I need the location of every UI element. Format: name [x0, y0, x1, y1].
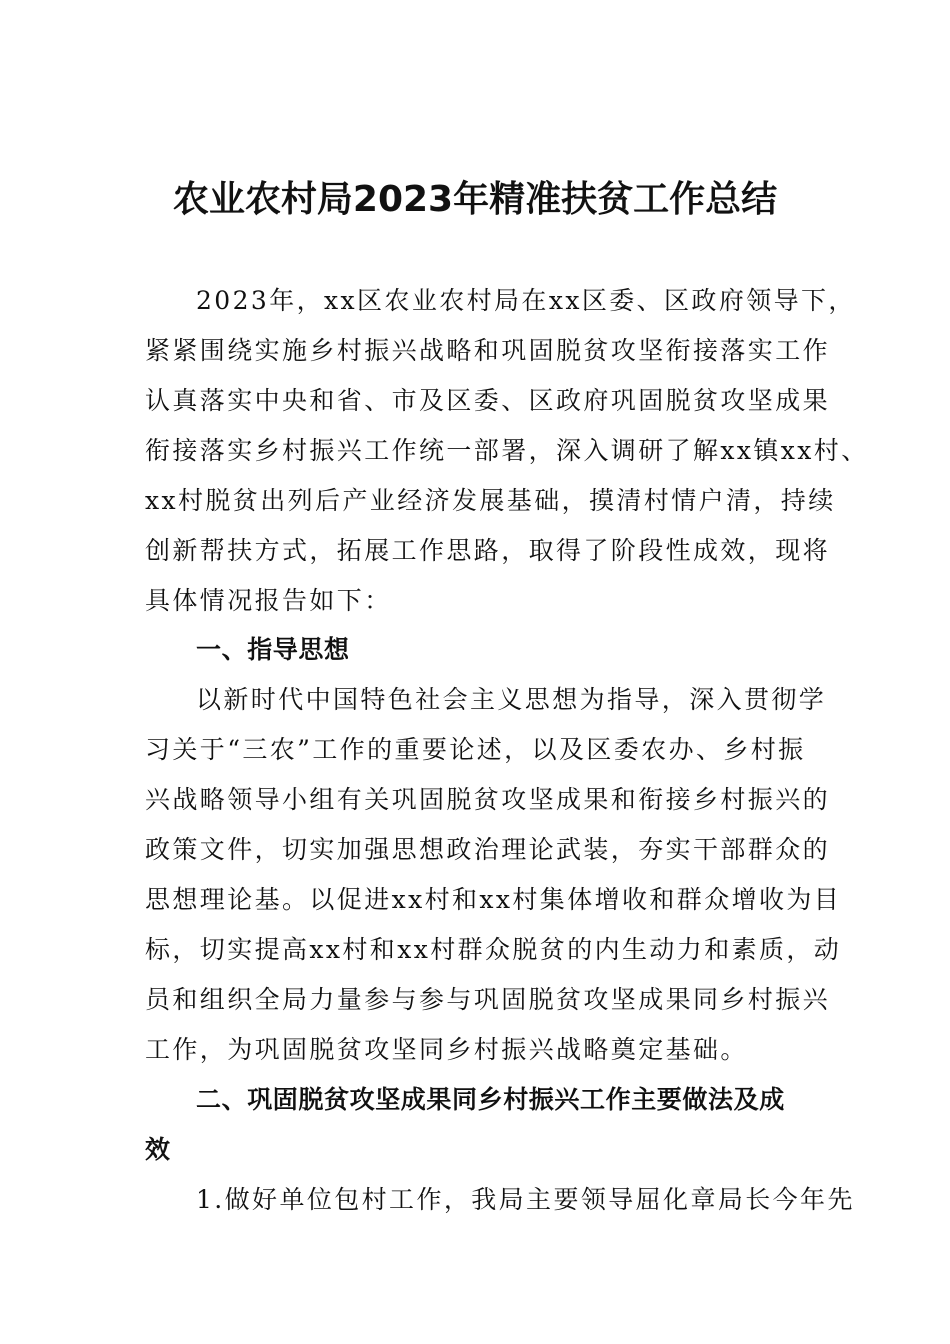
section-1-line-3: 兴战略领导小组有关巩固脱贫攻坚成果和衔接乡村振兴的	[145, 785, 831, 814]
intro-line-7: 具体情况报告如下：	[145, 586, 392, 615]
intro-line-4: 衔接落实乡村振兴工作统一部署，深入调研了解xx镇xx村、	[145, 436, 869, 465]
section-2-heading-line-1: 二、巩固脱贫攻坚成果同乡村振兴工作主要做法及成	[196, 1085, 785, 1114]
intro-line-2: 紧紧围绕实施乡村振兴战略和巩固脱贫攻坚衔接落实工作	[145, 336, 831, 365]
intro-line-1: 2023年，xx区农业农村局在xx区委、区政府领导下，	[196, 286, 856, 315]
section-1-line-8: 工作，为巩固脱贫攻坚同乡村振兴战略奠定基础。	[145, 1035, 748, 1064]
section-1-line-6: 标，切实提高xx村和xx村群众脱贫的内生动力和素质，动	[145, 935, 842, 964]
intro-line-5: xx村脱贫出列后产业经济发展基础，摸清村情户清，持续	[145, 486, 836, 515]
intro-line-3: 认真落实中央和省、市及区委、区政府巩固脱贫攻坚成果	[145, 386, 831, 415]
section-1-heading: 一、指导思想	[196, 635, 350, 664]
section-1-line-7: 员和组织全局力量参与参与巩固脱贫攻坚成果同乡村振兴	[145, 985, 831, 1014]
section-2-heading-line-2: 效	[145, 1135, 171, 1164]
section-1-line-1: 以新时代中国特色社会主义思想为指导，深入贯彻学	[196, 685, 827, 714]
section-1-line-5: 思想理论基。以促进xx村和xx村集体增收和群众增收为目	[145, 885, 842, 914]
intro-line-6: 创新帮扶方式，拓展工作思路，取得了阶段性成效，现将	[145, 536, 831, 565]
section-1-line-2: 习关于“三农”工作的重要论述，以及区委农办、乡村振	[145, 735, 806, 764]
document-title: 农业农村局2023年精准扶贫工作总结	[172, 179, 778, 220]
section-2-line-1: 1.做好单位包村工作，我局主要领导屈化章局长今年先	[196, 1185, 855, 1214]
section-1-line-4: 政策文件，切实加强思想政治理论武装，夯实干部群众的	[145, 835, 831, 864]
